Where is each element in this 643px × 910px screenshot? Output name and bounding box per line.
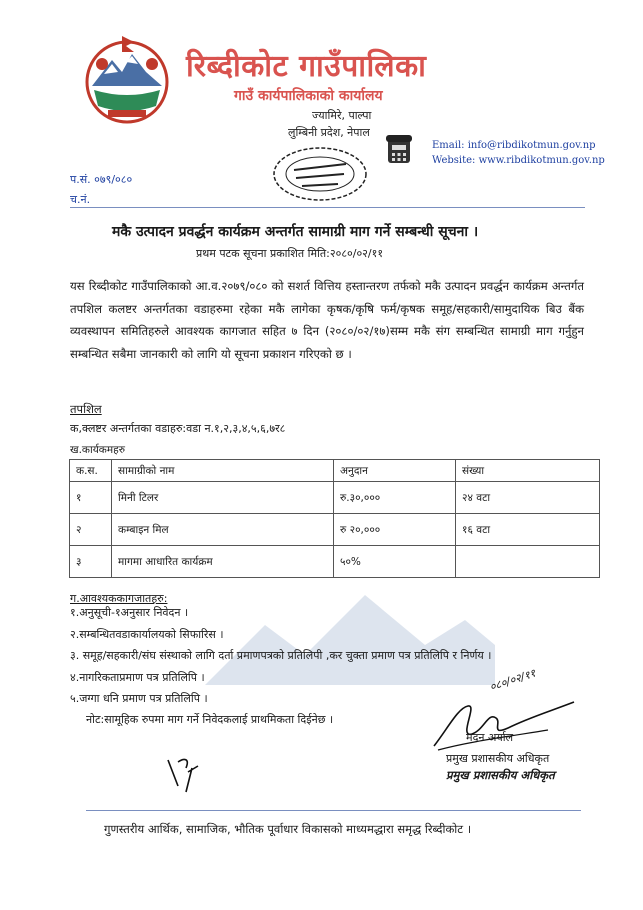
requirement-item: ५.जग्गा धनि प्रमाण पत्र प्रतिलिपि । (70, 692, 208, 705)
programs-table (69, 459, 600, 578)
requirement-item: २.सम्बन्धितवडाकार्यालयको सिफारिस । (70, 628, 224, 641)
org-name: रिब्दीकोट गाउँपालिका (186, 49, 427, 84)
publication-date: प्रथम पटक सूचना प्रकाशित मिति:२०८०/०२/११ (196, 247, 384, 260)
contact-website[interactable]: Website: www.ribdikotmun.gov.np (432, 155, 605, 166)
office-stamp-icon (262, 140, 372, 204)
cell-grant: रु २०,००० (334, 514, 456, 546)
cell-sn: २ (70, 514, 112, 546)
requirement-item: ३. समूह/सहकारी/संघ संस्थाको लागि दर्ता प्रमाणपत्रको प्रतिलिपी ,कर चुक्ता प्रमाण पत्र प्रतिलिपि र निर्णय । (70, 649, 492, 662)
requirement-item: ४.नागरिकताप्रमाण पत्र प्रतिलिपि । (70, 671, 205, 684)
contact-email[interactable]: Email: info@ribdikotmun.gov.np (432, 140, 596, 151)
cell-sn: १ (70, 482, 112, 514)
header-sn: क.स. (70, 460, 112, 482)
office-name: गाउँ कार्यपालिकाको कार्यालय (234, 88, 383, 104)
table-row (70, 482, 600, 514)
header-item-name: सामाग्रीको नाम (112, 460, 334, 482)
dispatch-number: च.नं. (70, 193, 91, 206)
municipality-emblem-icon (82, 34, 172, 126)
signatory-name: मदन अर्याल (466, 731, 514, 744)
cluster-wards: क,क्लष्टर अन्तर्गतका वडाहरु:वडा न.१,२,३,४,५,६,७र८ (70, 422, 286, 435)
table-row (70, 546, 600, 578)
requirement-item: १.अनुसूची-१अनुसार निवेदन । (70, 606, 189, 619)
notice-title: मकै उत्पादन प्रवर्द्धन कार्यक्रम अन्तर्गत सामाग्री माग गर्ने सम्बन्धी सूचना । (112, 224, 479, 240)
programs-label: ख.कार्यकमहरु (70, 444, 125, 456)
schedule-label: तपशिल (70, 402, 102, 416)
cell-grant: ५०% (334, 546, 456, 578)
signature-date: ०८०/०२/११ (487, 666, 538, 694)
telephone-icon (384, 133, 414, 165)
cell-quantity: १६ वटा (456, 514, 600, 546)
cell-sn: ३ (70, 546, 112, 578)
table-row (70, 514, 600, 546)
cell-grant: रु.३०,००० (334, 482, 456, 514)
cell-item-name: कम्बाइन मिल (112, 514, 334, 546)
header-divider (70, 207, 585, 208)
header-quantity: संख्या (456, 460, 600, 482)
cell-item-name: मिनी टिलर (112, 482, 334, 514)
address-line-2: लुम्बिनी प्रदेश, नेपाल (288, 126, 370, 139)
table-header-row (70, 460, 600, 482)
mountain-watermark-icon (205, 585, 495, 685)
cell-quantity: २४ वटा (456, 482, 600, 514)
handwritten-initial-icon (164, 752, 204, 794)
cell-item-name: मागमा आधारित कार्यक्रम (112, 546, 334, 578)
header-grant: अनुदान (334, 460, 456, 482)
designation-stamp: प्रमुख प्रशासकीय अधिकृत (446, 768, 555, 782)
address-line-1: ज्यामिरे, पाल्पा (312, 109, 372, 122)
cell-quantity (456, 546, 600, 578)
footer-slogan: गुणस्तरीय आर्थिक, सामाजिक, भौतिक पूर्वाधार विकासको माध्यमद्धारा समृद्ध रिब्दीकोट । (104, 822, 472, 836)
signatory-designation: प्रमुख प्रशासकीय अधिकृत (446, 752, 550, 765)
reference-number: प.सं. ०७९/०८० (70, 173, 133, 186)
priority-note: नोट:सामूहिक रुपमा माग गर्ने निवेदकलाई प्राथमिकता दिईनेछ । (86, 713, 334, 726)
requirements-label: ग.आवश्यककागजातहरु: (70, 592, 168, 605)
notice-body: यस रिब्दीकोट गाउँपालिकाको आ.व.२०७९/०८० को सशर्त वित्तिय हस्तान्तरण तर्फको मकै उत्पादन प्रवर्द्धन कार्यक्रम अन्तर्गत तपशिल कलष्टर अन्तर्गतका वडाहरुमा रहेका मकै लागेका कृषक/कृषि फर्म/कृषक समूह/सहकारी/सामुदायिक बिउ बैंक व्यवस्थापन समितिहरुले आवश्यक कागजात सहित ७ दिन (२०८०/०२/१७)सम्म मकै संग सम्बन्धित सामाग्री माग गर्नुहुन सम्बन्धित सबैमा जानकारी को लागि यो सूचना प्रकाशन गरिएको छ । (70, 279, 584, 361)
signature-icon (428, 688, 578, 758)
footer-divider (86, 810, 581, 811)
